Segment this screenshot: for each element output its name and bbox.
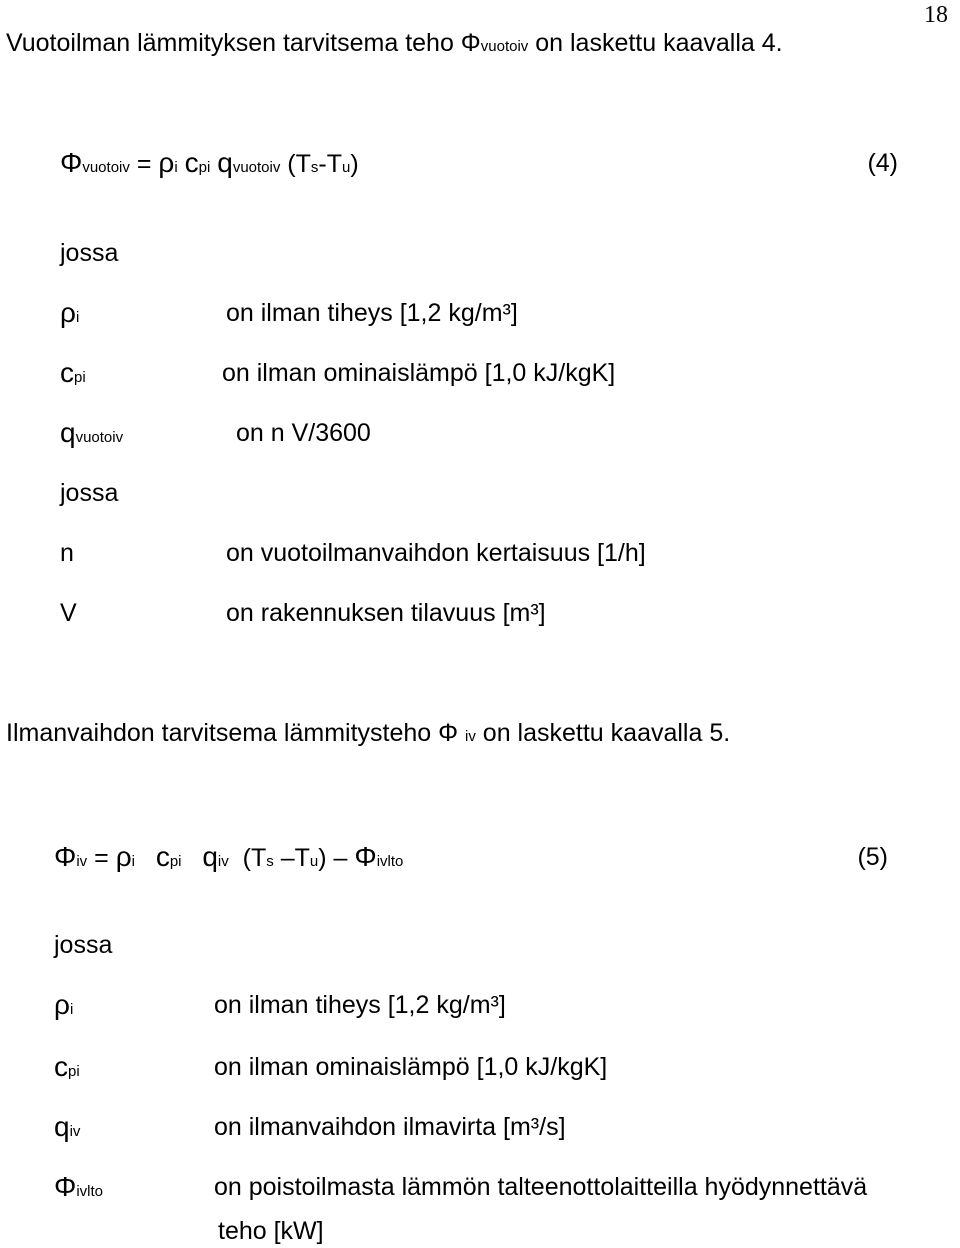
definition-text: on poistoilmasta lämmön talteenottolaitteilla hyödynnettävä xyxy=(214,1173,868,1201)
definition-text: on ilman tiheys [1,2 kg/m³] xyxy=(214,991,506,1019)
definition-symbol: cpi xyxy=(54,1051,80,1082)
definition-symbol: ρi xyxy=(54,989,74,1020)
definition-symbol: Φivlto xyxy=(54,1171,104,1202)
definition-text: on n V/3600 xyxy=(236,419,371,447)
equals-sign: = xyxy=(129,150,159,178)
equation-number-5: (5) xyxy=(857,843,888,871)
subscript: u xyxy=(309,853,319,870)
formula-5 xyxy=(54,842,403,877)
definition-text: on ilman ominaislämpö [1,0 kJ/kgK] xyxy=(222,359,616,387)
definition-symbol: cpi xyxy=(60,357,86,388)
intro-text: on laskettu kaavalla 5. xyxy=(475,719,731,747)
equation-number-4: (4) xyxy=(867,149,898,177)
c-symbol: c xyxy=(184,147,199,178)
definition-text: on vuotoilmanvaihdon kertaisuus [1/h] xyxy=(226,539,646,567)
formula-part: (T xyxy=(280,150,311,178)
intro-subscript: vuotoiv xyxy=(480,38,529,55)
formula-part: ) – xyxy=(318,844,355,872)
definition-text: on rakennuksen tilavuus [m³] xyxy=(226,599,546,627)
definition-symbol: V xyxy=(60,599,77,627)
subscript: i xyxy=(131,853,135,870)
rho-symbol: ρ xyxy=(115,841,132,872)
subscript: pi xyxy=(169,853,182,870)
rho-symbol: ρ xyxy=(158,147,175,178)
definition-text: on ilmanvaihdon ilmavirta [m³/s] xyxy=(214,1113,566,1141)
subscript: s xyxy=(266,853,274,870)
formula-part: (T xyxy=(242,844,267,872)
definition-text: on ilman ominaislämpö [1,0 kJ/kgK] xyxy=(214,1053,608,1081)
equals-sign: = xyxy=(87,844,116,872)
subscript: ivlto xyxy=(376,853,404,870)
subscript: pi xyxy=(198,159,211,176)
subscript: vuotoiv xyxy=(82,159,130,176)
intro-text: on laskettu kaavalla 4. xyxy=(528,29,783,57)
definition-symbol: ρi xyxy=(60,297,80,328)
phi-symbol: Φ xyxy=(54,841,77,872)
jossa-label: jossa xyxy=(54,931,113,959)
q-symbol: q xyxy=(202,841,218,872)
subscript: i xyxy=(174,159,178,176)
jossa-label: jossa xyxy=(60,479,119,507)
intro-text: Vuotoilman lämmityksen tarvitsema teho Φ xyxy=(6,29,481,57)
definition-symbol: qvuotoiv xyxy=(60,417,124,448)
definition-symbol: n xyxy=(60,539,74,567)
formula-part: –T xyxy=(273,844,310,872)
subscript: iv xyxy=(217,853,229,870)
formula-part: -T xyxy=(318,150,343,178)
subscript: iv xyxy=(76,853,88,870)
intro-paragraph-1 xyxy=(6,28,783,62)
intro-paragraph-2 xyxy=(6,718,730,752)
subscript: u xyxy=(342,159,351,176)
definition-symbol: qiv xyxy=(54,1111,81,1142)
definition-text: on ilman tiheys [1,2 kg/m³] xyxy=(226,299,518,327)
phi-symbol: Φ xyxy=(354,841,377,872)
phi-symbol: Φ xyxy=(60,147,83,178)
q-symbol: q xyxy=(217,147,233,178)
formula-part: ) xyxy=(350,150,359,178)
intro-text: Ilmanvaihdon tarvitsema lämmitysteho Φ xyxy=(6,719,466,747)
jossa-label: jossa xyxy=(60,239,119,267)
page-number: 18 xyxy=(924,2,948,28)
c-symbol: c xyxy=(155,841,170,872)
intro-subscript: iv xyxy=(465,728,476,745)
subscript: s xyxy=(310,159,319,176)
subscript: vuotoiv xyxy=(232,159,281,176)
formula-4 xyxy=(60,148,359,183)
definition-continuation: teho [kW] xyxy=(218,1217,324,1245)
